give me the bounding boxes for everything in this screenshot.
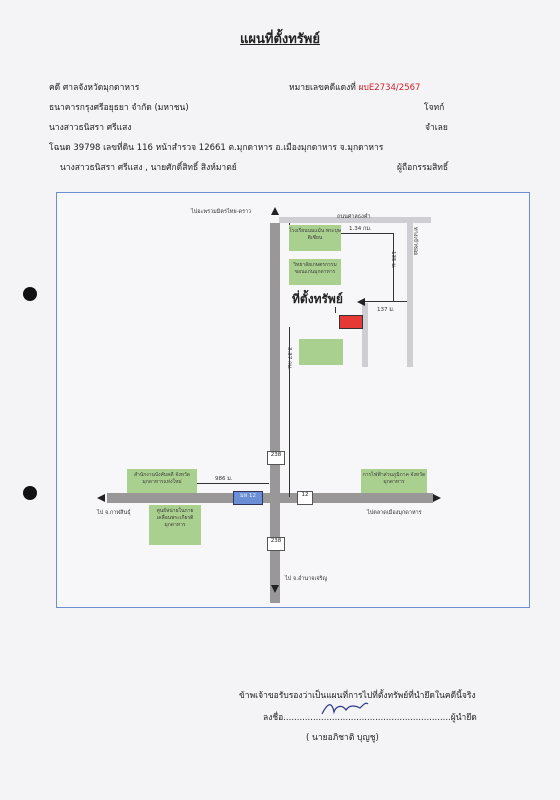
side-road-label-2: ทางเข้าซอย <box>412 227 418 256</box>
arrow-up-icon <box>271 207 279 215</box>
case-number: ผบE2734/2567 <box>358 83 421 93</box>
property-pointer <box>335 307 336 313</box>
route-238-sign-bottom: 238 <box>267 537 285 551</box>
landmark-college: วิทยาลัยเกษตรกรรม ขอนแก่นมุกดาหาร <box>289 259 341 285</box>
case-label <box>289 80 420 94</box>
side-road-label: ถนนศาลธงคำ <box>337 214 371 220</box>
dist-1: 1.34 กม. <box>349 226 372 232</box>
defendant-role: จำเลย <box>425 123 448 133</box>
certify-text: ข้าพเจ้าขอรับรองว่าเป็นแผนที่การไปที่ตั้งทรัพย์ที่นำยึดในคดีนี้จริง <box>239 691 476 701</box>
punch-hole-bottom <box>23 486 37 500</box>
case-label-text: หมายเลขคดีแดงที่ <box>289 83 356 93</box>
dots-right: .............................. <box>369 713 451 723</box>
dist-line-5 <box>197 483 269 484</box>
signer-name: ( นายอภิชาติ บุญชู) <box>306 733 379 743</box>
dots-left: ................................ <box>283 713 370 723</box>
left-direction-label: ไป จ.กาฬสินธุ์ <box>97 510 131 516</box>
road-soi <box>362 303 368 367</box>
plaintiff-name: ธนาคารกรุงศรีอยุธยา จำกัด (มหาชน) <box>49 103 189 113</box>
landmark-center: ศูนย์หน่ายในภาย เคลื่อนพระเกียรติ มุกดาหาร <box>149 505 201 545</box>
dist-5: 986 ม. <box>215 476 233 482</box>
plaintiff-role: โจทก์ <box>424 103 445 113</box>
top-road-label: ไปอะพรวมมิตรไทย-ดราว <box>191 209 252 215</box>
page-title: แผนที่ตั้งทรัพย์ <box>240 32 320 47</box>
dist-3: 137 ม. <box>377 307 395 313</box>
property-label: ที่ตั้งทรัพย์ <box>292 292 343 306</box>
property-marker <box>339 315 363 329</box>
dist-4: 3.37 กม. <box>286 347 292 370</box>
defendant-name: นางสาวธนิสรา ศรีแสง <box>49 123 132 133</box>
arrow-left-main-icon <box>97 494 105 502</box>
handwritten-signature <box>320 698 370 718</box>
arrow-left-icon <box>357 298 365 306</box>
punch-hole-top <box>23 287 37 301</box>
dist-2: 135 ม. <box>390 251 396 269</box>
landmark-electric: การไฟฟ้าส่วนภูมิภาค จังหวัดมุกดาหาร <box>361 469 427 493</box>
arrow-down-icon <box>271 585 279 593</box>
location-map <box>56 192 530 608</box>
right-direction-label: ไปตลาดเมืองมุกดาหาร <box>367 510 422 516</box>
blue-sign: มห 12 <box>233 491 263 505</box>
landmark-enforcement-office: สำนักงานบังคับคดี จังหวัดมุกดาหารแห่งใหม่ <box>127 469 197 493</box>
court-text: คดี ศาลจังหวัดมุกดาหาร <box>49 83 140 93</box>
bottom-direction-label: ไป จ.อำนาจเจริญ <box>285 576 328 582</box>
deed-line: โฉนด 39798 เลขที่ดิน 116 หน้าสำรวจ 12661 ต.มุกดาหาร อ.เมืองมุกดาหาร จ.มุกดาหาร <box>49 143 384 153</box>
sign-prefix: ลงชื่อ <box>263 713 284 723</box>
dist-line-3 <box>365 301 407 302</box>
route-238-sign-top: 238 <box>267 451 285 465</box>
arrow-right-main-icon <box>433 494 441 502</box>
owners-role: ผู้ถือกรรมสิทธิ์ <box>397 163 449 173</box>
signer-role: ผู้นำยึด <box>450 713 477 723</box>
landmark-school: โรงเรียนนมแม้น พระบุษติเซียน <box>289 225 341 251</box>
landmark-green-block <box>299 339 343 365</box>
road-horizontal <box>107 493 433 503</box>
route-12-sign: 12 <box>297 491 313 505</box>
owners-text: นางสาวธนิสรา ศรีแสง , นายศักดิ์สิทธิ์ สิงห์มาตย์ <box>60 163 237 173</box>
